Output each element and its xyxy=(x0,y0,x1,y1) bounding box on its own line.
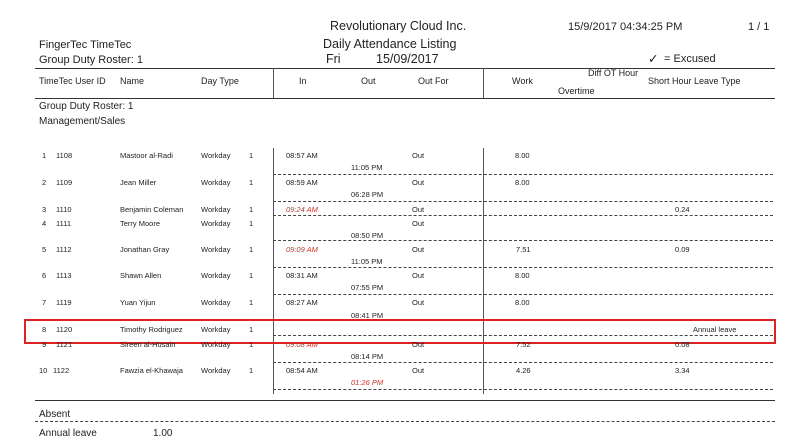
row-number: 8 xyxy=(42,325,47,334)
row-work: 8.00 xyxy=(515,178,530,187)
row-user-id: 1108 xyxy=(56,151,73,160)
row-name: Yuan Yijun xyxy=(120,298,156,307)
row-shift: 1 xyxy=(249,271,254,280)
roster-label: Group Duty Roster: 1 xyxy=(39,54,143,66)
company-name: Revolutionary Cloud Inc. xyxy=(330,19,467,33)
row-name: Jonathan Gray xyxy=(120,245,170,254)
report-day: Fri xyxy=(326,52,341,66)
row-number: 1 xyxy=(42,151,47,160)
col-day-type: Day Type xyxy=(201,76,239,86)
row-user-id: 1110 xyxy=(56,205,72,214)
row-number: 4 xyxy=(42,219,47,228)
row-work: 7.52 xyxy=(516,340,531,349)
row-day-type: Workday xyxy=(201,325,231,334)
row-user-id: 1122 xyxy=(53,366,70,375)
report-title: Daily Attendance Listing xyxy=(323,37,457,51)
row-out: 08:41 PM xyxy=(351,311,384,320)
col-leave-type: Leave Type xyxy=(694,76,741,86)
report-date: 15/09/2017 xyxy=(376,52,439,66)
row-number: 3 xyxy=(42,205,47,214)
row-out: 07:55 PM xyxy=(351,283,384,292)
row-number: 2 xyxy=(42,178,47,187)
row-name: Mastoor al-Radi xyxy=(120,151,173,160)
row-separator xyxy=(273,240,773,241)
row-work: 8.00 xyxy=(515,298,530,307)
row-out-for: Out xyxy=(412,298,425,307)
row-name: Benjamin Coleman xyxy=(120,205,184,214)
row-separator xyxy=(273,335,773,336)
row-short-hour: 0.09 xyxy=(675,245,690,254)
group-roster: Group Duty Roster: 1 xyxy=(39,101,134,112)
header-top-rule xyxy=(35,68,775,69)
row-name: Fawzia el-Khawaja xyxy=(120,366,183,375)
row-out-early: 01:26 PM xyxy=(351,378,384,387)
row-in: 08:27 AM xyxy=(286,298,318,307)
row-short-hour: 0.08 xyxy=(675,340,690,349)
row-in: 08:57 AM xyxy=(286,151,318,160)
row-separator xyxy=(273,174,773,175)
data-divider-right xyxy=(483,148,484,394)
row-shift: 1 xyxy=(249,151,254,160)
row-work: 8.00 xyxy=(515,271,530,280)
row-out-for: Out xyxy=(412,340,425,349)
row-user-id: 1109 xyxy=(56,178,73,187)
row-name: Terry Moore xyxy=(120,219,161,228)
row-short-hour: 3.34 xyxy=(675,366,690,375)
row-day-type: Workday xyxy=(201,151,231,160)
col-work: Work xyxy=(512,76,533,86)
row-name: Jean Miller xyxy=(120,178,157,187)
row-separator xyxy=(273,201,773,202)
row-number: 9 xyxy=(42,340,47,349)
col-user-id: TimeTec User ID xyxy=(39,76,106,86)
row-out-for: Out xyxy=(412,366,425,375)
row-out-for: Out xyxy=(412,219,425,228)
row-user-id: 1112 xyxy=(56,245,72,254)
row-user-id: 1121 xyxy=(56,340,73,349)
row-out-for: Out xyxy=(412,245,425,254)
header-bottom-rule xyxy=(35,98,775,99)
annual-leave-label: Annual leave xyxy=(39,428,97,439)
row-in: 08:54 AM xyxy=(286,366,318,375)
row-work: 7.51 xyxy=(516,245,531,254)
excused-check-icon: ✓ xyxy=(648,52,659,66)
row-name: Sireen al-Husain xyxy=(120,340,176,349)
row-out: 11:05 PM xyxy=(351,257,383,266)
group-department: Management/Sales xyxy=(39,116,126,127)
row-separator xyxy=(273,362,773,363)
row-shift: 1 xyxy=(249,340,254,349)
row-out-for: Out xyxy=(412,271,425,280)
row-out-for: Out xyxy=(412,151,425,160)
row-out: 08:14 PM xyxy=(351,352,384,361)
printed-timestamp: 15/9/2017 04:34:25 PM xyxy=(568,21,683,33)
row-in: 08:59 AM xyxy=(286,178,318,187)
row-shift: 1 xyxy=(249,366,254,375)
absent-label: Absent xyxy=(39,409,71,420)
row-day-type: Workday xyxy=(201,271,231,280)
row-separator xyxy=(273,294,773,295)
row-day-type: Workday xyxy=(201,219,231,228)
row-in-late: 09:08 AM xyxy=(286,340,318,349)
row-shift: 1 xyxy=(249,325,254,334)
col-diff-ot: Diff OT Hour xyxy=(588,68,639,78)
summary-dash xyxy=(35,421,775,422)
col-out: Out xyxy=(361,76,376,86)
row-short-hour: 0.24 xyxy=(675,205,690,214)
row-work: 8.00 xyxy=(515,151,530,160)
row-name: Shawn Allen xyxy=(120,271,162,280)
row-out-for: Out xyxy=(412,178,425,187)
annual-leave-value: 1.00 xyxy=(153,428,173,439)
data-divider-left xyxy=(273,148,274,394)
row-out: 06:28 PM xyxy=(351,190,384,199)
row-in: 08:31 AM xyxy=(286,271,318,280)
row-shift: 1 xyxy=(249,178,254,187)
col-out-for: Out For xyxy=(418,76,449,86)
row-user-id: 1111 xyxy=(56,219,72,228)
row-user-id: 1119 xyxy=(56,298,72,307)
row-day-type: Workday xyxy=(201,178,231,187)
row-number: 5 xyxy=(42,245,47,254)
row-shift: 1 xyxy=(249,298,254,307)
col-name: Name xyxy=(120,76,145,86)
col-overtime: Overtime xyxy=(558,86,595,96)
row-shift: 1 xyxy=(249,219,254,228)
row-day-type: Workday xyxy=(201,245,231,254)
row-number: 10 xyxy=(39,366,48,375)
summary-rule xyxy=(35,400,775,401)
app-name: FingerTec TimeTec xyxy=(39,39,132,51)
row-shift: 1 xyxy=(249,245,254,254)
header-divider-right xyxy=(483,68,484,98)
row-out: 11:05 PM xyxy=(351,163,383,172)
row-out: 08:50 PM xyxy=(351,231,384,240)
row-day-type: Workday xyxy=(201,366,231,375)
row-out-for: Out xyxy=(412,205,425,214)
excused-legend: = Excused xyxy=(664,53,716,65)
row-in-late: 09:24 AM xyxy=(286,205,318,214)
header-divider-left xyxy=(273,68,274,98)
row-in-late: 09:09 AM xyxy=(286,245,318,254)
row-separator xyxy=(273,215,773,216)
page-number: 1 / 1 xyxy=(748,21,770,33)
row-day-type: Workday xyxy=(201,340,231,349)
row-day-type: Workday xyxy=(201,205,231,214)
col-short-hour: Short Hour xyxy=(648,76,692,86)
row-number: 7 xyxy=(42,298,47,307)
row-number: 6 xyxy=(42,271,47,280)
row-name: Timothy Rodriguez xyxy=(120,325,183,334)
row-user-id: 1120 xyxy=(56,325,73,334)
row-leave-type: Annual leave xyxy=(693,325,737,334)
row-day-type: Workday xyxy=(201,298,231,307)
row-separator xyxy=(273,267,773,268)
row-work: 4.26 xyxy=(516,366,531,375)
col-in: In xyxy=(299,76,307,86)
row-user-id: 1113 xyxy=(56,271,72,280)
row-separator xyxy=(273,389,773,390)
row-shift: 1 xyxy=(249,205,254,214)
